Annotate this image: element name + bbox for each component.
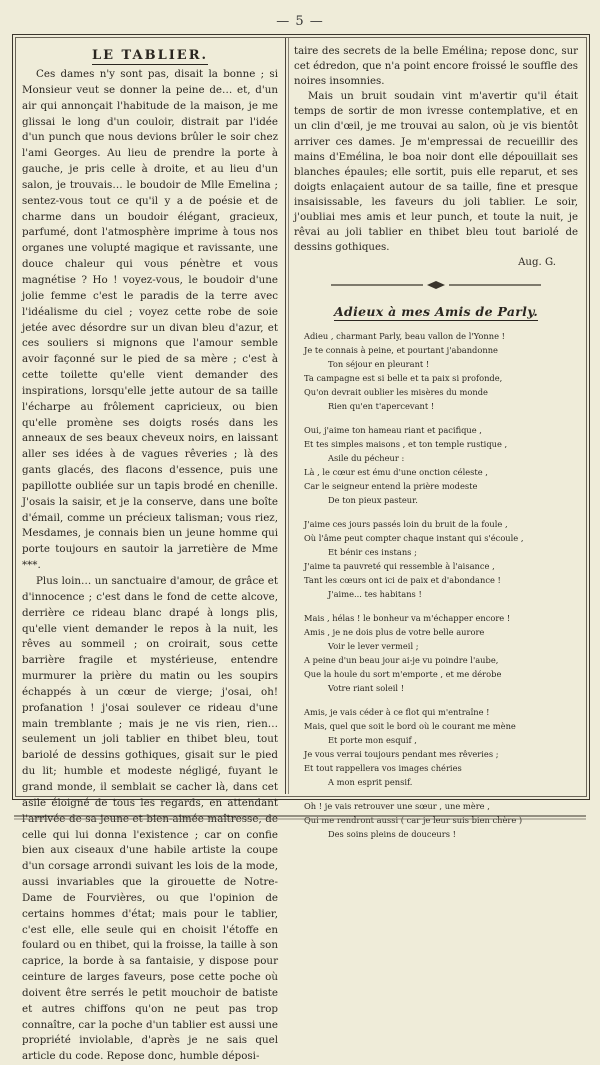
left-column: [22, 44, 278, 1063]
poem-line: Des soins pleins de douceurs !: [328, 829, 456, 840]
poem-line: Amis, je vais céder à ce flot qui m'entraîne !: [304, 707, 490, 718]
poem-line: Ta campagne est si belle et ta paix si profonde,: [304, 373, 503, 384]
article-paragraph: Mais un bruit soudain vint m'avertir qu'il était temps de sortir de mon ivresse contemplative, et en un clin d'œil, je me trouvai au salon, où je vis bientôt arriver ces dames. Je m'empressai de recueillir des mains d'Emélina, le boa noir dont elle dépouillait ses blanches épaules; elle sortit, puis elle reparut, et ses doigts enlaçaient autour de sa taille, fine et presque insaisissable, les faveurs du joli tablier. Le soir, j'oubliai mes amis et leur punch, et toute la nuit, je rêvai au joli tablier en thibet bleu tout bariolé de dessins gothiques.: [294, 91, 578, 254]
ornamental-rule: [331, 280, 541, 290]
poem-line: A mon esprit pensif.: [328, 777, 413, 788]
poem-line: Rien qu'en t'apercevant !: [328, 401, 435, 412]
poem-line: Et porte mon esquif ,: [328, 735, 417, 746]
page-number: — 5 —: [276, 14, 324, 29]
poem-line: De ton pieux pasteur.: [328, 495, 418, 506]
author-signature: Aug. G.: [518, 257, 556, 269]
right-column: [294, 44, 578, 840]
poem-line: Voir le lever vermeil ;: [328, 641, 419, 652]
poem-line: Et tes simples maisons , et ton temple rustique ,: [304, 439, 508, 450]
poem-line: J'aime ces jours passés loin du bruit de la foule ,: [304, 519, 508, 530]
poem-stanza: [294, 517, 578, 601]
poem-line: Là , le cœur est ému d'une onction céleste ,: [304, 467, 488, 478]
poem-line: Je te connais à peine, et pourtant j'abandonne: [304, 345, 498, 356]
poem-line: Oui, j'aime ton hameau riant et pacifique ,: [304, 425, 482, 436]
poem-line: A peine d'un beau jour ai-je vu poindre l'aube,: [304, 655, 499, 666]
column-divider: [285, 38, 289, 794]
poem-line: Oh ! je vais retrouver une sœur , une mère ,: [304, 801, 490, 812]
poem-line: Mais, quel que soit le bord où le courant me mène: [304, 721, 516, 732]
poem: [294, 329, 578, 841]
poem-line: Et bénir ces instans ;: [328, 547, 417, 558]
poem-line: Amis , je ne dois plus de votre belle aurore: [304, 627, 485, 638]
poem-line: Asile du pécheur :: [328, 453, 405, 464]
poem-line: Votre riant soleil !: [328, 683, 405, 694]
poem-line: Adieu , charmant Parly, beau vallon de l'Yonne !: [304, 331, 505, 342]
article-body: [22, 67, 278, 1065]
article-continuation: [294, 44, 578, 270]
poem-line: Tant les cœurs ont ici de paix et d'abondance !: [304, 575, 501, 586]
poem-line: Où l'âme peut compter chaque instant qui s'écoule ,: [304, 533, 524, 544]
poem-line: Et tout rappellera vos images chéries: [304, 763, 462, 774]
poem-line: Qu'on devrait oublier les misères du monde: [304, 387, 488, 398]
poem-line: Car le seigneur entend la prière modeste: [304, 481, 478, 492]
poem-line: J'aime... tes habitans !: [328, 589, 422, 600]
bottom-border: [14, 807, 586, 815]
poem-stanza: [294, 705, 578, 789]
poem-stanza: [294, 329, 578, 413]
article-title: LE TABLIER.: [91, 48, 209, 63]
poem-line: Que la houle du sort m'emporte , et me dérobe: [304, 669, 502, 680]
poem-title: Adieux à mes Amis de Parly.: [334, 304, 538, 320]
article-paragraph: taire des secrets de la belle Emélina; repose donc, sur cet édredon, que n'a point encore froissé le souffle des noires insomnies.: [294, 46, 578, 88]
article-paragraph: Plus loin… un sanctuaire d'amour, de grâce et d'innocence ; c'est dans le fond de cette alcove, derrière ce rideau blanc drapé à longs plis, qu'elle vient demander le repos à la nuit, les rêves au sommeil ; on croirait, sous cette barrière fragile et mystérieuse, entendre murmurer la prière du matin ou les soupirs échappés à un cœur de vierge; j'osai, oh! profanation ! j'osai soulever ce rideau d'une main tremblante ; mais je ne vis rien, rien… seulement un joli tablier en thibet bleu, tout bariolé de dessins gothiques, gisait sur le pied du lit; humble et modeste négligé, fuyant le grand monde, il semblait se cacher là, dans cet asile éloigné de tous les regards, en attendant l'arrivée de sa jeune et bien-aimée maîtresse, de celle qui lui donna l'existence ; car on confie bien aux ciseaux d'une habile artiste la coupe d'un corsage arrondi suivant les lois de la mode, aussi invariables que la girouette de Notre-Dame de Fourvières, ou que l'opinion de certains hommes d'état; mais pour le tablier, c'est elle, elle seule qui en choisit l'étoffe en foulard ou en thibet, qui la froisse, la taille à son caprice, la borde à sa fantaisie, y dispose pour ceinture de larges faveurs, pose cette poche où doivent être serrés le petit mouchoir de batiste et autres chiffons qu'on ne peut pas trop connaître, car la poche d'un tablier est aussi une propriété inviolable, d'après je ne sais quel article du code. Repose donc, humble déposi-: [22, 575, 278, 1063]
poem-line: Je vous verrai toujours pendant mes rêveries ;: [304, 749, 499, 760]
poem-line: J'aime ta pauvreté qui ressemble à l'aisance ,: [304, 561, 495, 572]
poem-line: Ton séjour en pleurant !: [328, 359, 430, 370]
poem-stanza: [294, 423, 578, 507]
poem-stanza: [294, 611, 578, 695]
article-paragraph: Ces dames n'y sont pas, disait la bonne ; si Monsieur veut se donner la peine de… et, d'un air qui annonçait l'habitude de la maison, je me glissai le long d'un couloir, distrait par l'idée d'un punch que nous devions brûler le soir chez l'ami Georges. Au lieu de prendre la porte à gauche, je pris celle à droite, et au lieu d'un salon, je trouvais… le boudoir de Mlle Emelina ; sentez-vous tout ce qu'il y a de poésie et de charme dans un boudoir élégant, gracieux, parfumé, dont l'atmosphère imprime à tous nos organes une volupté magique et ravissante, une douce chaleur qui vous pénètre et vous magnétise ? Ho ! voyez-vous, le boudoir d'une jolie femme c'est le paradis de la terre avec l'idéalisme du ciel ; voyez cette robe de soie jetée avec désordre sur un divan bleu d'azur, et ces souliers si mignons que l'amour semble avoir façonné sur le pied de sa mère ; c'est à cette toilette qu'elle vient demander des inspirations, lorsqu'elle jette autour de sa taille l'écharpe au frôlement capricieux, ou bien qu'elle promène ses doigts rosés dans les anneaux de ses beaux cheveux noirs, en laissant aller ses idées à de vagues rêveries ; là des gants glacés, des flacons d'essence, puis une papillotte oubliée sur un tapis brodé en chenille. J'osais la saisir, et je la conserve, dans une boîte d'émail, comme un précieux talisman; vous riez, Mesdames, je connais bien un jeune homme qui porte toujours en sautoir la jarretière de Mme ***.: [22, 68, 278, 572]
poem-line: Mais , hélas ! le bonheur va m'échapper encore !: [304, 613, 511, 624]
poem-line: Qui me rendront aussi ( car je leur suis bien chère ): [304, 815, 523, 826]
